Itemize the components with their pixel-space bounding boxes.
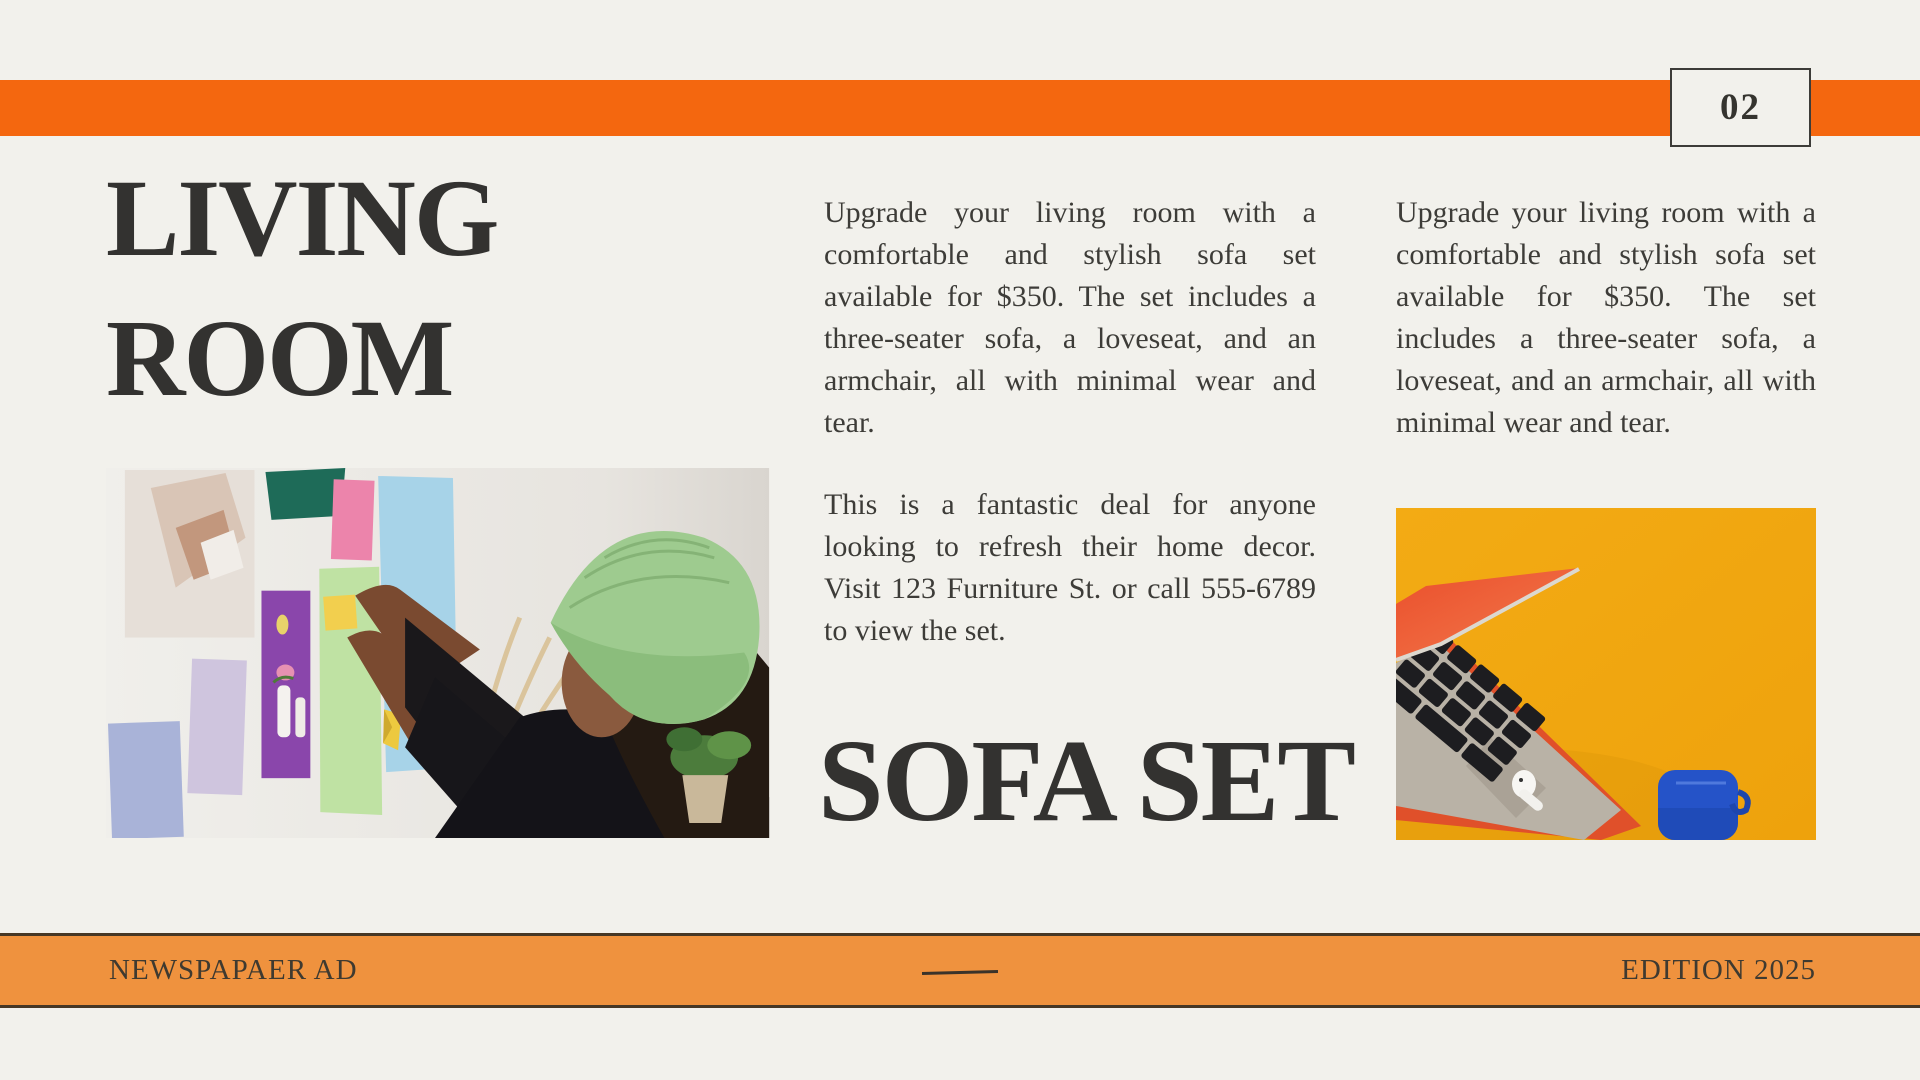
page-title-line1: LIVING bbox=[106, 157, 498, 279]
footer-divider-line bbox=[922, 970, 998, 975]
body-paragraph-2: This is a fantastic deal for anyone looking to refresh their home decor. Visit 123 Furniture St. or call 555-6789 to view the set. bbox=[824, 488, 1316, 647]
lavender-card bbox=[187, 659, 247, 795]
yellow-sticky bbox=[323, 595, 357, 631]
page-number-badge bbox=[1670, 68, 1811, 147]
sofa-set-heading: SOFA SET bbox=[818, 715, 1354, 846]
body-paragraph-1: Upgrade your living room with a comfortable and stylish sofa set available for $350. The set includes a three-seater sofa, a loveseat, and an armchair, all with minimal wear and tear. bbox=[824, 196, 1316, 439]
footer-left-label: NEWSPAPAER AD bbox=[109, 954, 358, 986]
footer-right-label: EDITION 2025 bbox=[1621, 954, 1816, 986]
right-photo-laptop bbox=[1396, 508, 1816, 840]
right-text-column bbox=[1396, 192, 1816, 444]
pink-card bbox=[331, 479, 375, 560]
periwinkle-card bbox=[108, 721, 184, 838]
page-title-line2: ROOM bbox=[106, 297, 453, 419]
page-number: 02 bbox=[1720, 87, 1761, 128]
footer-bar bbox=[0, 933, 1920, 1008]
page-title bbox=[106, 148, 726, 428]
left-photo-moodboard bbox=[105, 468, 770, 838]
top-accent-bar bbox=[0, 80, 1920, 136]
body-paragraph-right: Upgrade your living room with a comfortable and stylish sofa set available for $350. The set includes a three-seater sofa, a loveseat, and an armchair, all with minimal wear and tear. bbox=[1396, 196, 1816, 439]
plant-pot bbox=[682, 775, 728, 823]
blue-earbuds-case bbox=[1658, 770, 1748, 840]
middle-text-column bbox=[824, 192, 1316, 692]
